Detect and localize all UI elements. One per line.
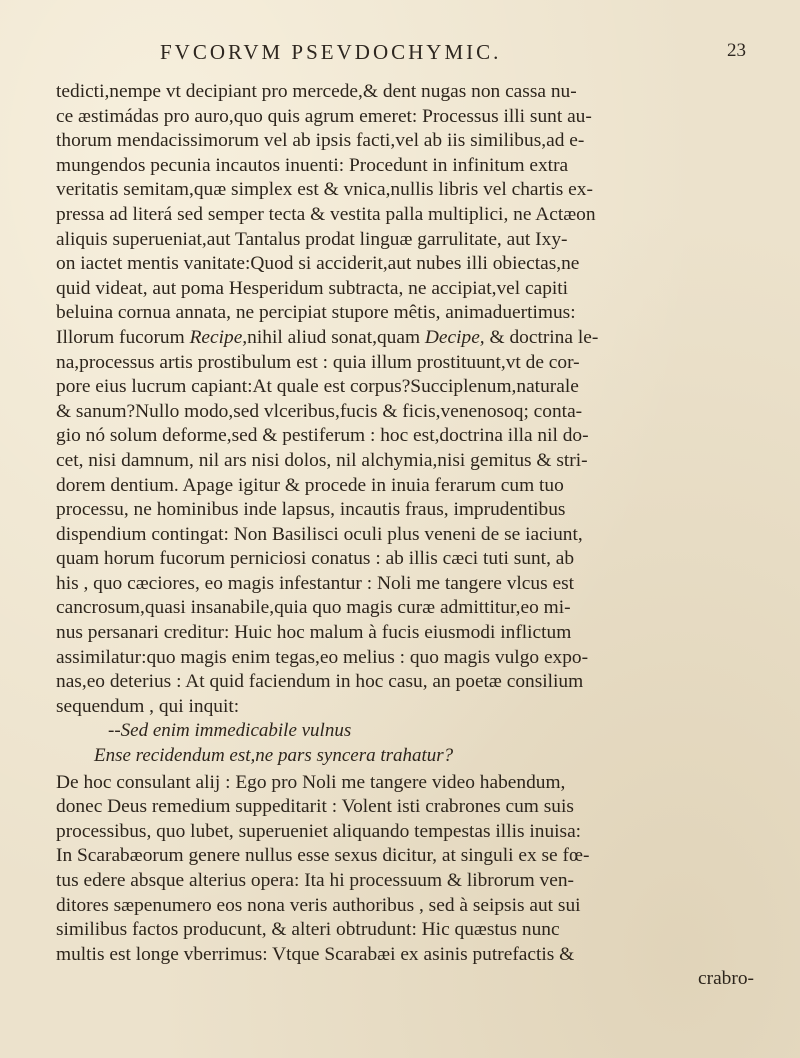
- lines-c: [56, 771, 782, 968]
- text-line: dorem dentium. Apage igitur & procede in inuia ferarum cum tuo: [56, 474, 564, 496]
- recipe-post: & doctrina le-: [484, 326, 599, 348]
- text-line: beluina cornua annata, ne percipiat stupore mêtis, animaduertimus:: [56, 302, 576, 324]
- recipe-mid: nihil aliud sonat,quam: [247, 326, 425, 348]
- text-line: sequendum , qui inquit:: [56, 695, 240, 717]
- text-line: nas,eo deterius : At quid faciendum in hoc casu, an poetæ consilium: [56, 671, 584, 693]
- text-line: cancrosum,quasi insanabile,quia quo magis curæ admittitur,eo mi-: [56, 597, 571, 619]
- text-line: multis est longe vberrimus: Vtque Scarabæi ex asinis putrefactis &: [56, 943, 575, 965]
- running-head: FVCORVM PSEVDOCHYMIC.: [160, 40, 502, 64]
- decipe-word: Decipe,: [424, 326, 485, 348]
- lines-a: [56, 80, 782, 326]
- text-line: ditores sæpenumero eos nona veris authoribus , sed à seipsis aut sui: [56, 894, 581, 916]
- verse-line-1: --Sed enim immedicabile vulnus: [108, 720, 352, 742]
- page-header: [160, 40, 760, 80]
- body-text: [56, 80, 782, 992]
- text-line: & sanum?Nullo modo,sed vlceribus,fucis & ficis,venenosoq; conta-: [56, 400, 583, 422]
- verse-line-2: Ense recidendum est,ne pars syncera trahatur?: [94, 745, 454, 767]
- text-line: pressa ad literá sed semper tecta & vestita palla multiplici, ne Actæon: [56, 203, 596, 225]
- text-line: processibus, quo lubet, superueniet aliquando tempestas illis inuisa:: [56, 820, 582, 842]
- page-number: 23: [727, 40, 746, 61]
- text-line: quam horum fucorum perniciosi conatus : ab illis cæci tuti sunt, ab: [56, 548, 575, 570]
- text-line: De hoc consulant alij : Ego pro Noli me tangere video habendum,: [56, 771, 566, 793]
- text-line: thorum mendacissimorum vel ab ipsis facti,vel ab iis similibus,ad e-: [56, 130, 585, 152]
- text-line: tedicti,nempe vt decipiant pro mercede,& dent nugas non cassa nu-: [56, 81, 577, 102]
- text-line: quid videat, aut poma Hesperidum subtracta, ne accipiat,vel capiti: [56, 277, 569, 299]
- text-line: cet, nisi damnum, nil ars nisi dolos, nil alchymia,nisi gemitus & stri-: [56, 449, 588, 471]
- catchword: crabro-: [698, 968, 754, 990]
- text-line: donec Deus remedium suppeditarit : Volent isti crabrones cum suis: [56, 796, 574, 818]
- text-line: pore eius lucrum capiant:At quale est corpus?Succiplenum,naturale: [56, 376, 579, 398]
- lines-b: [56, 351, 782, 720]
- text-line: na,processus artis prostibulum est : quia illum prostituunt,vt de cor-: [56, 351, 580, 373]
- text-line: aliquis superueniat,aut Tantalus prodat linguæ garrulitate, aut Ixy-: [56, 228, 568, 250]
- text-line: his , quo cæciores, eo magis infestantur : Noli me tangere vlcus est: [56, 572, 575, 594]
- text-line: dispendium contingat: Non Basilisci oculi plus veneni de se iaciunt,: [56, 523, 583, 545]
- text-line: gio nó solum deforme,sed & pestiferum : hoc est,doctrina illa nil do-: [56, 425, 589, 447]
- text-line: assimilatur:quo magis enim tegas,eo melius : quo magis vulgo expo-: [56, 646, 589, 668]
- text-line: nus persanari creditur: Huic hoc malum à fucis eiusmodi inflictum: [56, 622, 572, 644]
- text-line: veritatis semitam,quæ simplex est & vnica,nullis libris vel chartis ex-: [56, 179, 593, 201]
- recipe-pre: Illorum fucorum: [56, 326, 190, 348]
- text-line: similibus factos producunt, & alteri obtrudunt: Hic quæstus nunc: [56, 919, 560, 941]
- text-line: ce æstimádas pro auro,quo quis agrum emeret: Processus illi sunt au-: [56, 105, 592, 127]
- recipe-word: Recipe,: [189, 326, 248, 348]
- text-line: processu, ne hominibus inde lapsus, incautis fraus, imprudentibus: [56, 499, 566, 521]
- text-line: In Scarabæorum genere nullus esse sexus dicitur, at singuli ex se fœ-: [56, 845, 590, 867]
- text-line-recipe: [56, 326, 782, 351]
- text-line: mungendos pecunia incautos inuenti: Procedunt in infinitum extra: [56, 154, 569, 176]
- text-line: on iactet mentis vanitate:Quod si acciderit,aut nubes illi obiectas,ne: [56, 253, 580, 275]
- text-line: tus edere absque alterius opera: Ita hi processuum & librorum ven-: [56, 870, 574, 891]
